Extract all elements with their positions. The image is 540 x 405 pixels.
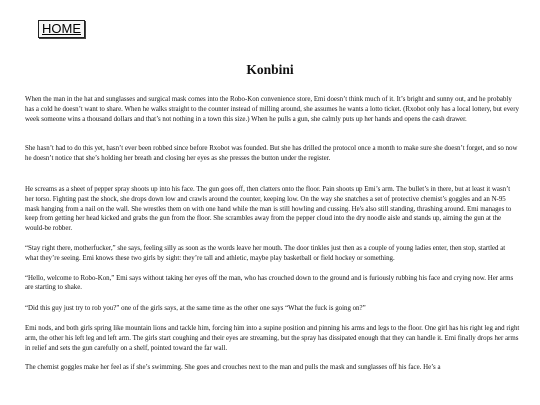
story-paragraph: “Stay right there, motherfucker,” she says, feeling silly as soon as the words leave her mouth. The door tinkles just then as a couple of young ladies enter, then stop, startled at what they’re seeing. Emi knows these two girls by sight: they’re tall and athletic, maybe play basketball or field hockey or something. — [25, 244, 506, 262]
story-paragraph: Emi nods, and both girls spring like mountain lions and tackle him, forcing him into a supine position and pinning his arms and legs to the floor. One girl has his right leg and right arm, the other his left leg and left arm. The girls start coughing and their eyes are streaming, but the spray has dissipated enough that they can handle it. Emi finally drops her arms in relief and sets the gun carefully on a shelf, pointed toward the far wall. — [25, 324, 520, 352]
story-paragraph: “Did this guy just try to rob you?” one of the girls says, at the same time as the other one says “What the fuck is going on?” — [25, 305, 366, 313]
story-paragraph: She hasn’t had to do this yet, hasn’t ever been robbed since before Rxobot was founded. But she has drilled the protocol once a month to make sure she doesn’t forget, and so now he doesn’t notice that she’s holding her breath and closing her eyes as she presses the button under the register. — [25, 145, 518, 163]
story-paragraph: When the man in the hat and sunglasses and surgical mask comes into the Robo-Kon convenience store, Emi doesn’t think much of it. It’s bright and sunny out, and he probably has a cold he doesn’t want to share. When he walks straight to the counter instead of milling around, she assumes he wants a lotto ticket. (Rxobot only has a local lottery, but every week someone wins a thousand dollars and that’s not nothing in a town this size.) When he pulls a gun, she calmly puts up her hands and opens the cash drawer. — [25, 96, 519, 123]
story-paragraph: The chemist goggles make her feel as if she’s swimming. She goes and crouches next to the man and pulls the mask and sunglasses off his face. He’s a — [25, 364, 441, 372]
story-body — [25, 95, 520, 373]
story-paragraph: “Hello, welcome to Robo-Kon,” Emi says without taking her eyes off the man, who has crouched down to the ground and is furiously rubbing his face and crying now. Her arms are starting to shake. — [25, 274, 514, 292]
home-button[interactable]: HOME — [38, 20, 85, 38]
page-title: Konbini — [246, 62, 294, 77]
story-paragraph: He screams as a sheet of pepper spray shoots up into his face. The gun goes off, then clatters onto the floor. Pain shoots up Emi’s arm. The bullet’s in there, but at least it wasn’t her torso. Fighting past the shock, she drops down low and crawls around the counter, keeping low. On the way she snatches a set of protective chemist’s goggles and an N-95 mask hanging from a nail on the wall. She wrestles them on with one hand while the man is still howling and cussing. He's also still standing, thrashing around. Emi manages to keep from getting her head kicked and grabs the gun from the floor. She scrambles away from the pepper cloud into the dry noodle aisle and stands up, aiming the gun at the would-be robber. — [25, 185, 512, 233]
home-nav — [38, 20, 85, 38]
